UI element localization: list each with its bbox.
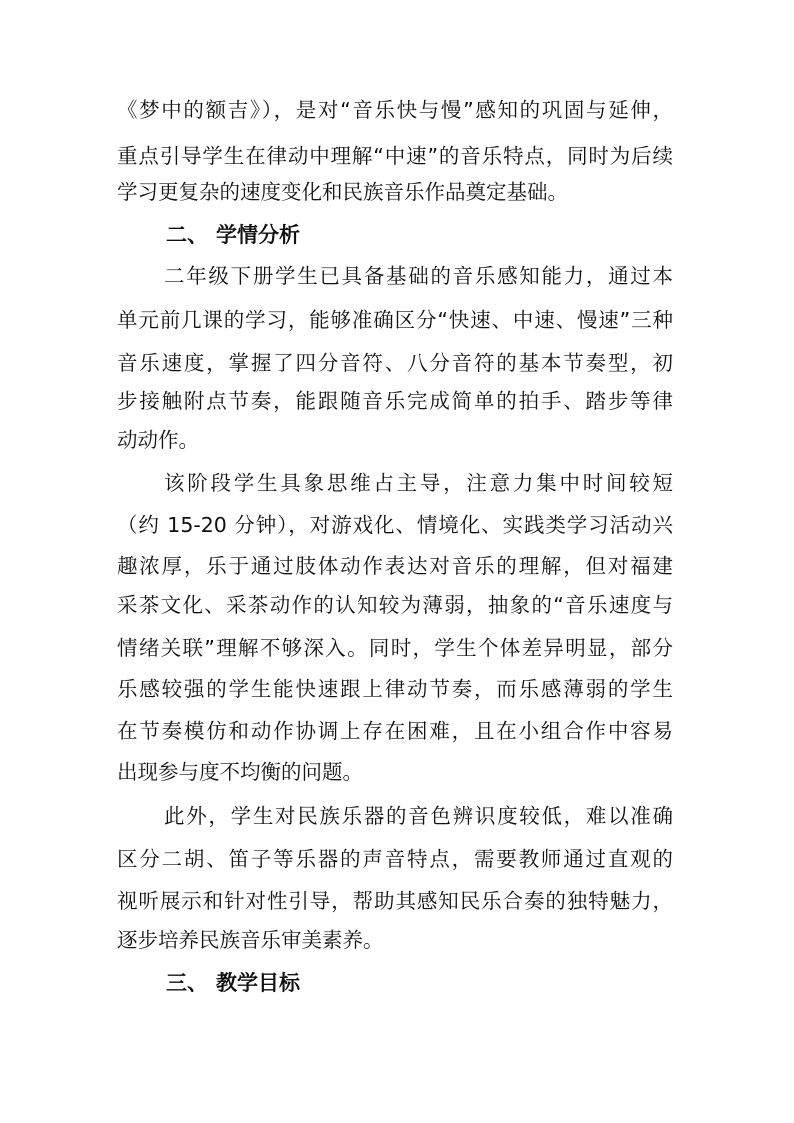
paragraph-line: 视听展示和针对性引导，帮助其感知民乐合奏的独特魅力， [117,889,673,913]
paragraph-line: 二年级下册学生已具备基础的音乐感知能力，通过本 [164,264,673,288]
section-title: 教学目标 [216,971,300,995]
paragraph-line: 单元前几课的学习，能够准确区分“快速、中速、慢速”三种 [117,308,673,332]
paragraph-line: 《梦中的额吉》），是对“音乐快与慢”感知的巩固与延伸， [117,98,673,122]
section-number: 三、 [166,971,208,995]
paragraph-line: 逐步培养民族音乐审美素养。 [117,928,384,952]
paragraph-line: 音乐速度，掌握了四分音符、八分音符的基本节奏型，初 [117,351,673,375]
section-number: 二、 [166,223,208,247]
paragraph-line: 重点引导学生在律动中理解“中速”的音乐特点，同时为后续 [117,144,673,168]
paragraph-line: 采茶文化、采茶动作的认知较为薄弱，抽象的“音乐速度与 [117,593,673,617]
section-heading-learner-analysis [166,218,300,252]
paragraph-line: 此外，学生对民族乐器的音色辨识度较低，难以准确 [164,804,673,828]
section-title: 学情分析 [216,223,300,247]
paragraph-line: 该阶段学生具象思维占主导，注意力集中时间较短 [164,471,673,495]
section-heading-teaching-goals [166,966,300,1000]
paragraph-line: 区分二胡、笛子等乐器的声音特点，需要教师通过直观的 [117,847,673,871]
paragraph-line: 出现参与度不均衡的问题。 [117,760,363,784]
paragraph-line: 情绪关联”理解不够深入。同时，学生个体差异明显，部分 [117,636,673,660]
paragraph-line: 步接触附点节奏，能跟随音乐完成简单的拍手、踏步等律 [117,389,673,413]
paragraph-line: 动动作。 [117,428,199,452]
paragraph-line: 在节奏模仿和动作协调上存在困难，且在小组合作中容易 [117,719,673,743]
paragraph-line: 学习更复杂的速度变化和民族音乐作品奠定基础。 [117,180,568,204]
paragraph-line: 趣浓厚，乐于通过肢体动作表达对音乐的理解，但对福建 [117,554,673,578]
paragraph-line: 乐感较强的学生能快速跟上律动节奏，而乐感薄弱的学生 [117,677,673,701]
paragraph-line: （约 15-20 分钟），对游戏化、情境化、实践类学习活动兴 [117,513,673,537]
